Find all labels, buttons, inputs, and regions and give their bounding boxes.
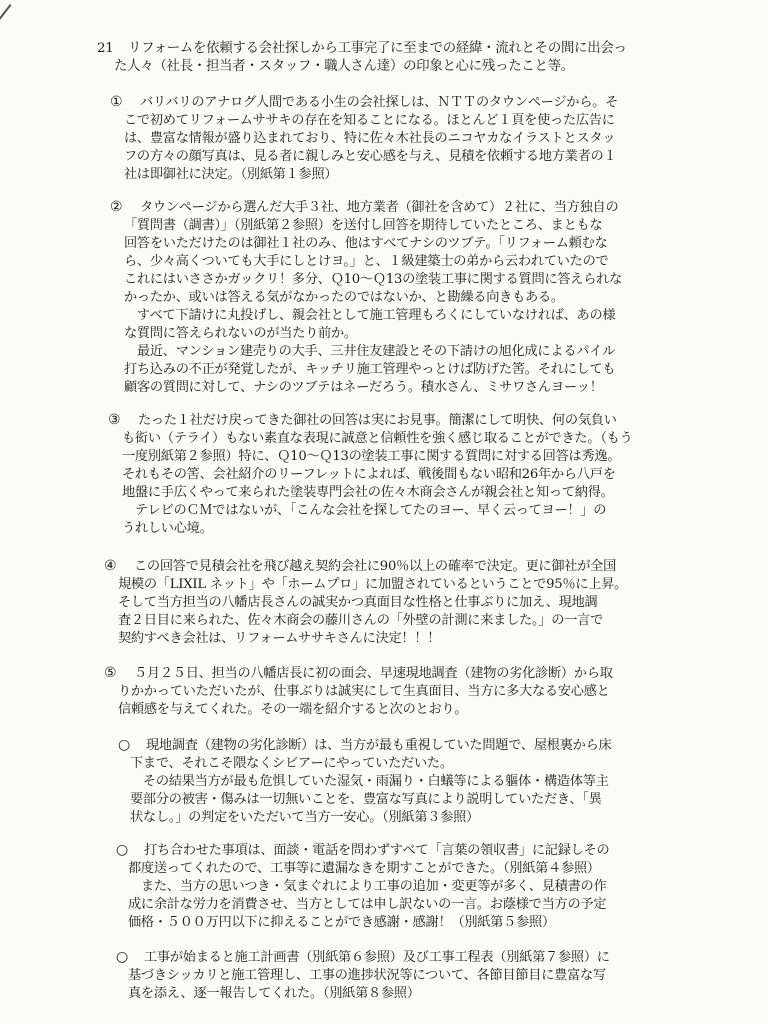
bullet-3-line: 工事が始まると施工計画書（別紙第６参照）及び工事工程表（別紙第７参照）に xyxy=(144,950,610,965)
section-1-line: は、豊富な情報が盛り込まれており、特に佐々木社長のニコヤカなイラストとスタッ xyxy=(124,131,616,146)
bullet-3-line: 真を添え、逐一報告してくれた。（別紙第８参照） xyxy=(128,986,420,1001)
section-3-line: テレビのＣＭではないが、「こんな会社を探してたのヨー、早く云ってヨー！」の xyxy=(122,503,607,518)
bullet-2-line: 価格・５００万円以下に抑えることができ感謝・感謝！（別紙第５参照） xyxy=(128,915,555,930)
bullet-3-marker: ○ xyxy=(116,949,129,965)
section-2-line: 打ち込みの不正が発覚したが、キッチリ施工管理やっとけば防げた筈。それにしても xyxy=(124,362,616,377)
section-3-line: も衒い（テライ）もない素直な表現に誠意と信頼性を強く感じ取ることができた。（もう xyxy=(122,431,633,446)
bullet-1-line: 下まで、それこそ隈なくシビアーにやっていただいた。 xyxy=(130,756,453,771)
section-2-line: タウンページから選んだ大手３社、地方業者（御社を含めて）２社に、当方独自の xyxy=(140,200,619,215)
bullet-2-marker: ○ xyxy=(116,842,129,858)
section-5-line: 信頼感を与えてくれた。その一端を紹介すると次のとおり。 xyxy=(118,702,468,717)
section-2-line: これにはいささかガックリ！多分、Ｑ10～Ｑ13の塗装工事に関する質問に答えられな xyxy=(124,272,623,287)
section-2-line: すべて下請けに丸投げし、親会社として施工管理もろくにしていなければ、あの様 xyxy=(124,308,616,323)
bullet-1-line: 要部分の被害・傷みは一切無いことを、豊富な写真により説明していただき、「異 xyxy=(130,792,602,807)
section-4-marker: ④ xyxy=(104,558,117,574)
section-3-line: 一度別紙第２参照）特に、Ｑ10～Ｑ13の塗装工事に関する質問に対する回答は秀逸。 xyxy=(122,449,621,464)
bullet-2-line: また、当方の思いつき・気まぐれにより工事の追加・変更等が多く、見積書の作 xyxy=(128,879,607,894)
bullet-2-line: 打ち合わせた事項は、面談・電話を問わずすべて「言葉の領収書」に記録しその xyxy=(144,843,610,858)
scan-artifact-line xyxy=(0,4,11,34)
section-1-line: フの方々の顔写真は、見る者に親しみと安心感を与え、見積を依頼する地方業者の１ xyxy=(124,149,617,164)
section-5-line: りかかっていただいたが、仕事ぶりは誠実にして生真面目、当方に多大なる安心感と xyxy=(118,684,610,699)
section-4-line: 契約すべき会社は、リフォームササキさんに決定！！！ xyxy=(118,631,441,646)
section-2-line: ら、少々高くついても大手にしとけヨ。」と、１級建築士の弟から云われていたので xyxy=(124,254,609,269)
section-4-line: そして当方担当の八幡店長さんの誠実かつ真面目な性格と仕事ぶりに加え、現地調 xyxy=(118,595,598,610)
bullet-2-line: 成に余計な労力を消費させ、当方としては申し訳ないの一言。お蔭様で当方の予定 xyxy=(128,897,607,912)
section-5-line: ５月２５日、担当の八幡店長に初の面会、早速現地調査（建物の劣化診断）から取 xyxy=(134,666,613,681)
section-4-line: この回答で見積会社を飛び越え契約会社に90％以上の確率で決定。更に御社が全国 xyxy=(134,559,617,574)
section-2-line: 最近、マンション建売りの大手、三井住友建設とその下請けの旭化成によるパイル xyxy=(124,344,616,359)
bullet-1-line: 現地調査（建物の劣化診断）は、当方が最も重視していた問題で、屋根裏から床 xyxy=(146,738,612,753)
bullet-1-line: 状なし。」の判定をいただいて当方一安心。（別紙第３参照） xyxy=(130,810,480,825)
section-1-marker: ① xyxy=(110,94,123,110)
section-3-line: たった１社だけ戻ってきた御社の回答は実にお見事。簡潔にして明快、何の気負い xyxy=(138,413,617,428)
section-1-line: 社は即御社に決定。（別紙第１参照） xyxy=(124,167,338,182)
heading-line-2: た人々（社長・担当者・スタッフ・職人さん達）の印象と心に残ったこと等。 xyxy=(114,59,574,74)
section-2-line: 顧客の質問に対して、ナシのツブテはネーだろう。積水さん、ミサワさんヨーッ！ xyxy=(124,380,603,395)
section-2-line: 回答をいただけたのは御社１社のみ、他はすべてナシのツブテ。「リフォーム頼むな xyxy=(124,236,608,251)
section-2-line: 「質問書（調書）」（別紙第２参照）を送付し回答を期待していたところ、まともな xyxy=(124,218,603,233)
heading-number: 21 xyxy=(97,41,114,56)
bullet-1-line: その結果当方が最も危惧していた湿気・雨漏り・白蟻等による軀体・構造体等主 xyxy=(130,774,609,789)
section-2-line: かったか、或いは答える気がなかったのではないか、と勘繰る向きもある。 xyxy=(124,290,564,305)
section-2-line: な質問に答えられないのが当たり前か。 xyxy=(124,326,357,341)
section-4-line: 規模の「LIXIL ネット」や「ホームプロ」に加盟されているということで95％に上昇。 xyxy=(118,577,628,592)
bullet-3-line: 基づきシッカリと施工管理し、工事の進捗状況等について、各節目節目に豊富な写 xyxy=(128,968,606,983)
section-3-line: 地盤に手広くやって来られた塗装専門会社の佐々木商会さんが親会社と知って納得。 xyxy=(122,485,614,500)
bullet-2-line: 都度送ってくれたので、工事等に遺漏なきを期すことができた。（別紙第４参照） xyxy=(128,861,600,876)
heading-line-1: リフォームを依頼する会社探しから工事完了に至までの経緯・流れとその間に出会っ xyxy=(128,41,627,56)
section-3-line: うれしい心境。 xyxy=(122,521,213,536)
section-2-marker: ② xyxy=(110,199,123,215)
section-4-line: 査２日目に来られた、佐々木商会の藤川さんの「外壁の計測に来ました。」の一言で xyxy=(118,613,604,628)
section-3-line: それもその筈、会社紹介のリーフレットによれば、戦後間もない昭和26年から八戸を xyxy=(122,467,616,482)
section-5-marker: ⑤ xyxy=(104,665,117,681)
bullet-1-marker: ○ xyxy=(118,737,131,753)
section-1-line: こで初めてリフォームササキの存在を知ることになる。ほとんど１頁を使った広告に xyxy=(124,113,615,128)
section-1-line: バリバリのアナログ人間である小生の会社探しは、ＮＴＴのタウンページから。そ xyxy=(140,95,619,110)
section-3-marker: ③ xyxy=(108,412,121,428)
